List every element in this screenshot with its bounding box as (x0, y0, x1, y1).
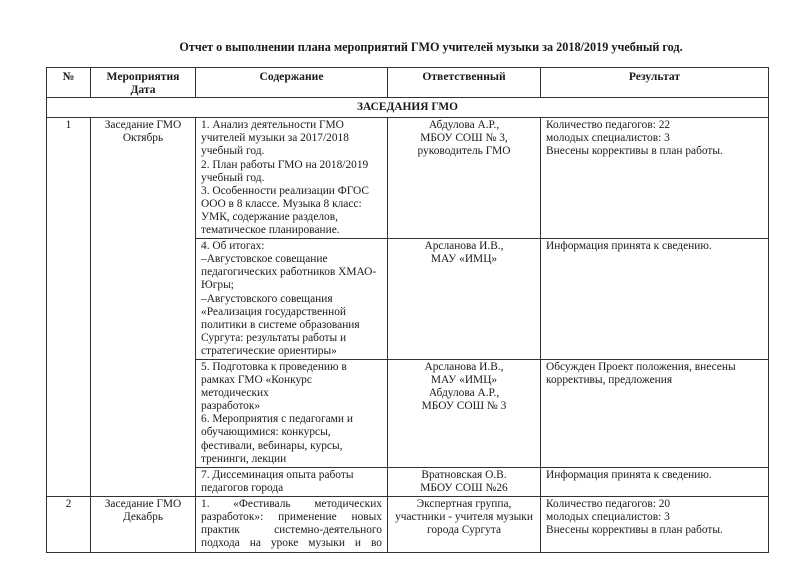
section-title: ЗАСЕДАНИЯ ГМО (47, 98, 769, 118)
result-cell (541, 239, 769, 360)
content-line: обучающимися: конкурсы, (201, 426, 331, 439)
content-line: УМК, содержание разделов, (201, 210, 338, 223)
header-row (47, 68, 769, 98)
responsible-line: МБОУ СОШ №26 (420, 481, 508, 494)
result-cell (541, 467, 769, 496)
header-responsible: Ответственный (388, 68, 541, 98)
content-line: 2. План работы ГМО на 2018/2019 (201, 158, 369, 171)
content-line: Сургута: результаты работы и (201, 331, 347, 344)
result-line: Количество педагогов: 20 (546, 497, 671, 510)
result-cell (541, 359, 769, 467)
content-line: тематическое планирование. (201, 224, 340, 237)
responsible-cell (388, 359, 541, 467)
content-line: педагогов города (201, 481, 284, 494)
responsible-line: Вратновская О.В. (421, 468, 507, 481)
content-cell (196, 496, 388, 552)
header-event-label: Мероприятия (106, 70, 180, 83)
responsible-line: Абдулова А.Р., (428, 119, 500, 132)
result-line: молодых специалистов: 3 (546, 132, 670, 145)
result-line: Количество педагогов: 22 (546, 119, 671, 132)
content-line: 5. Подготовка к проведению в (201, 360, 347, 373)
content-cell (196, 359, 388, 467)
content-line: ООО в 8 классе. Музыка 8 класс: (201, 197, 362, 210)
table-row (47, 496, 769, 552)
responsible-line: города Сургута (426, 524, 502, 537)
responsible-line: Арсланова И.В., (424, 360, 504, 373)
content-line: «Реализация государственной (201, 305, 347, 318)
event-date: Октябрь (122, 132, 164, 145)
content-line: учебный год. (201, 145, 265, 158)
content-line: фестивали, вебинары, курсы, (201, 439, 343, 452)
result-line: Внесены коррективы в план работы. (546, 524, 723, 537)
result-cell (541, 118, 769, 239)
result-line: Информация принята к сведению. (546, 240, 712, 253)
content-line: –Августовское совещание (201, 253, 328, 266)
content-line: учителей музыки за 2017/2018 (201, 132, 349, 145)
content-line: тренинги, лекции (201, 452, 287, 465)
responsible-line: МАУ «ИМЦ» (430, 253, 498, 266)
responsible-line: руководитель ГМО (417, 145, 511, 158)
content-line: 7. Диссеминация опыта работы (201, 468, 354, 481)
report-table (46, 67, 769, 553)
responsible-cell (388, 496, 541, 552)
header-result: Результат (541, 68, 769, 98)
content-line: 4. Об итогах: (201, 240, 265, 253)
result-line: Обсужден Проект положения, внесены (546, 360, 736, 373)
content-cell (196, 467, 388, 496)
result-line: Информация принята к сведению. (546, 468, 712, 481)
content-line: 1. «Фестиваль методических (201, 497, 382, 510)
event-name: Заседание ГМО (104, 119, 182, 132)
result-line: молодых специалистов: 3 (546, 511, 670, 523)
content-line: Югры; (201, 279, 234, 292)
result-line: коррективы, предложения (546, 374, 673, 387)
responsible-cell (388, 239, 541, 360)
event-date: Декабрь (122, 511, 164, 523)
content-line: подхода на уроке музыки и во (201, 537, 382, 550)
responsible-line: МБОУ СОШ № 3, (420, 132, 508, 145)
content-line: 3. Особенности реализации ФГОС (201, 184, 369, 197)
content-cell (196, 239, 388, 360)
responsible-cell (388, 118, 541, 239)
event-cell (91, 496, 196, 552)
document-title: Отчет о выполнении плана мероприятий ГМО учителей музыки за 2018/2019 учебный год. (179, 40, 683, 54)
content-line: учебный год. (201, 171, 265, 184)
content-line: практик системно-деятельного (201, 524, 382, 537)
responsible-line: Экспертная группа, (416, 497, 512, 510)
content-line: разработок»: применение новых (201, 511, 382, 523)
responsible-cell (388, 467, 541, 496)
row-number: 2 (47, 496, 91, 552)
table-row (47, 118, 769, 239)
content-line: стратегические ориентиры» (201, 344, 337, 357)
header-event (91, 68, 196, 98)
content-line: 1. Анализ деятельности ГМО (201, 119, 344, 132)
responsible-line: МБОУ СОШ № 3 (421, 400, 507, 413)
row-number: 1 (47, 118, 91, 497)
content-line: 6. Мероприятия с педагогами и (201, 413, 353, 426)
result-cell (541, 496, 769, 552)
header-content: Содержание (196, 68, 388, 98)
header-date-label: Дата (130, 83, 156, 97)
event-name: Заседание ГМО (104, 497, 182, 510)
responsible-line: участники - учителя музыки (395, 511, 533, 523)
section-row (47, 98, 769, 118)
event-cell (91, 118, 196, 497)
content-line: разработок» (201, 400, 261, 413)
content-line: политики в системе образования (201, 318, 360, 331)
content-line: –Августовского совещания (201, 292, 333, 305)
responsible-line: МАУ «ИМЦ» (430, 374, 498, 387)
content-line: рамках ГМО «Конкурс методических (201, 374, 312, 400)
content-cell (196, 118, 388, 239)
responsible-line: Арсланова И.В., (424, 240, 504, 253)
content-line: педагогических работников ХМАО- (201, 266, 377, 279)
header-num: № (47, 68, 91, 98)
responsible-line: Абдулова А.Р., (428, 387, 500, 400)
result-line: Внесены коррективы в план работы. (546, 145, 723, 158)
